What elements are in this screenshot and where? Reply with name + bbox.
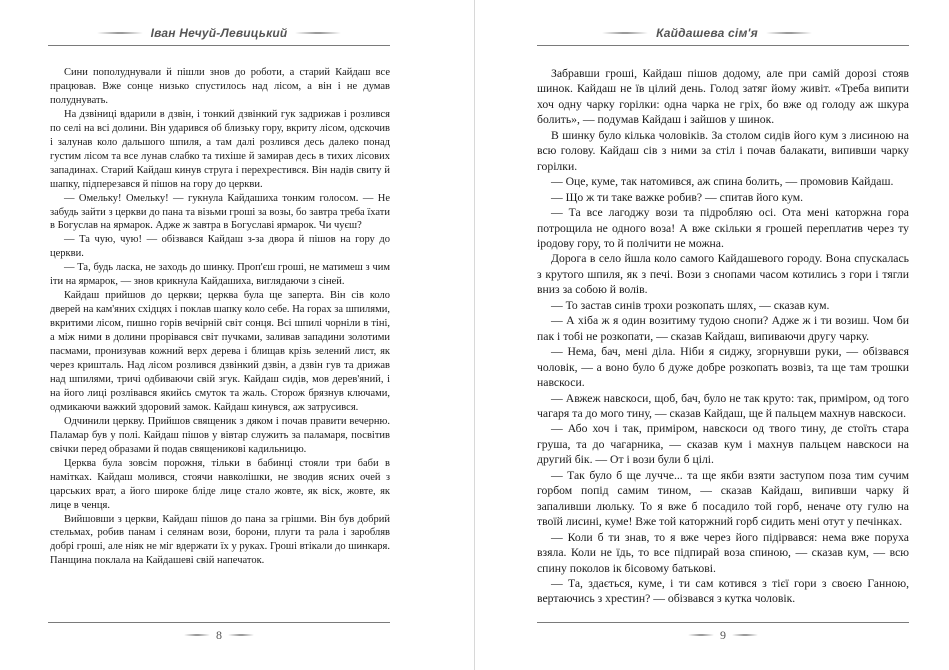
left-header-rule: [48, 45, 390, 46]
left-running-head-text: Іван Нечуй-Левицький: [150, 26, 288, 40]
left-footer-rule: [48, 622, 390, 623]
left-body-text: [50, 66, 390, 568]
paragraph: — Та все лагоджу вози та підробляю осі. Ота мені каторжна гора потрощила не одного воза! А вже скільки я грошей переплатив через ту іродову гору, то й полічити не можна.: [537, 206, 909, 250]
paragraph: — Авжеж навскоси, щоб, бач, було не так круто: так, приміром, од того чагаря та до мого тину, — сказав Кайдаш, ще й пальцем махнув навскоси.: [537, 391, 909, 420]
right-running-head: [537, 22, 877, 44]
paragraph: — Омельку! Омельку! — гукнула Кайдашиха тонким голосом. — Не забудь зайти з церкви до пана та візьми гроші за возы, бо завтра треба їхати в Богуслав на ярмарок. Адже ж завтра в Богуславі ярмарок. Чи чуєш?: [50, 192, 390, 232]
left-page: [0, 0, 474, 670]
paragraph: Дорога в село йшла коло самого Кайдашевого городу. Вона спускалась з крутого шпиля, як з печі. Вози з снопами часом котились з гори і тягли вниз за собою й волів.: [537, 252, 909, 297]
paragraph: — Що ж ти таке важке робив? — спитав його кум.: [551, 190, 804, 204]
right-page: [475, 0, 949, 670]
paragraph: — Нема, бач, мені діла. Ніби я сиджу, згорнувши руки, — обізвався чоловік, — а воно було б дуже добре розкопать возвіз, та ще там трошки навскоси.: [537, 345, 909, 390]
paragraph: Сини пополуднували й пішли знов до роботи, а старий Кайдаш все працював. Вже сонце низько спустилось над лісом, а він і не думав полуднувать.: [50, 67, 390, 106]
header-ornament-right: [766, 30, 812, 36]
paragraph: Одчинили церкву. Прийшов священик з дяком і почав правити вечерню. Паламар був у полі. Кайдаш пішов у вівтар служить за паламаря, посвітив свічки перед образами й подав священикові кадильницю.: [50, 415, 390, 455]
paragraph: — Так було б ще лучче... та ще якби взяти заступом поза тим сучим горбом попід самим тином, — сказав Кайдаш, випивши чарку й запаливши люльку. То я вже б посадило той горб, неначе оту гулю на твоїй лисині, куме! Вже той каторжний горб сидить мені отут у печінках.: [537, 468, 909, 529]
paragraph: — Коли б ти знав, то я вже через його підірвався: нема вже поруха взяла. Коли не їдь, то все підпирай воза спиною, — сказав кум, — всю спину поколов ік бісовому батькові.: [537, 530, 909, 575]
right-page-number: 9: [720, 627, 726, 642]
right-running-head-text: Кайдашева сім'я: [656, 26, 758, 40]
paragraph: — Та, будь ласка, не заходь до шинку. Проп'єш гроші, не матимеш з чим іти на ярмарок, — знов крикнула Кайдашиха, виглядаючи з сіней.: [50, 262, 390, 288]
paragraph: Вийшовши з церкви, Кайдаш пішов до пана за грішми. Він був добрий стельмах, робив панам і селянам вози, борони, плуги та рала і заробляв добрі гроші, але ніяк не міг вдержати їх у руках. Гроші втікали до шинкаря. Панщина поклала на Кайдашеві свій напечаток.: [50, 513, 390, 567]
footer-ornament-left: [688, 632, 714, 638]
right-footer-rule: [537, 622, 909, 623]
paragraph: Забравши гроші, Кайдаш пішов додому, але при самій дорозі стояв шинок. Кайдаш не їв цілий день. Голод затяг йому живіт. «Треба випити хоч одну чарку горілки: одна чарка не гріх, бо вже од голоду аж шкура болить», — подумав Кайдаш і зайшов у шинок.: [537, 67, 909, 127]
paragraph: — Оце, куме, так натомився, аж спина болить, — промовив Кайдаш.: [551, 175, 894, 189]
right-footer: [537, 626, 909, 644]
paragraph: — Та чую, чую! — обізвався Кайдаш з-за двора й пішов на гору до церкви.: [50, 234, 390, 260]
paragraph: — То застав синів трохи розкопать шлях, — сказав кум.: [551, 298, 830, 312]
left-running-head: [48, 22, 390, 44]
left-footer: [48, 626, 390, 644]
paragraph: — А хіба ж я один возитиму тудою снопи? Адже ж і ти возиш. Чом би пак і тобі не розкопати, — сказав Кайдаш, випиваючи другу чарку.: [537, 314, 909, 343]
left-page-number: 8: [216, 627, 222, 642]
paragraph: — Або хоч і так, приміром, навскоси од твого тину, де стоїть стара груша, та до чагарника, — сказав кум і махнув пальцем навскоси на другий бік. — От і вози були б цілі.: [537, 422, 909, 467]
right-body-text: [537, 66, 909, 607]
footer-ornament-left: [184, 632, 210, 638]
footer-ornament-right: [228, 632, 254, 638]
paragraph: Церква була зовсім порожня, тільки в бабинці стояли три баби в намітках. Кайдаш молився, стоячи навколішки, не зводив ясних очей з царських врат, а його широке бліде лице стало жовте, як віск, жовте, як лице в ченця.: [50, 457, 390, 511]
right-header-rule: [537, 45, 909, 46]
header-ornament-left: [602, 30, 648, 36]
paragraph: Кайдаш прийшов до церкви; церква була ще заперта. Він сів коло дверей на кам'яних східцях і поклав шапку коло себе. На горах за шпилями, вкритими лісом, пишно горів вечірній світ сонця. Всі шпилі чорніли в тіні, а між ними в долини прорівався світ пучками, заливав западини золотими пасмами, пронизував кожний верх дерева і блищав крізь зелений лист, як через кришталь. Над лісом розлився дзвінкий дзвін, а дзвін гув та дрижав над шпилями, тричі одбиваючи свій згук. Кайдаш сидів, мов дерев'яний, і на його лиці розлівався якийсь смуток та жаль. Сторож брязнув ключами, одмикаючи важкий здоровий замок. Кайдаш кинувся, аж затрусився.: [50, 290, 390, 413]
paragraph: В шинку було кілька чоловіків. За столом сидів його кум з лисиною на всю голову. Кайдаш сів з ними за стіл і почав балакати, випивши чарку горілки.: [537, 128, 909, 173]
header-ornament-right: [295, 30, 341, 36]
paragraph: — Та, здається, куме, і ти сам котився з тієї гори з своєю Ганною, вертаючись з хрестин? — обізвався з кутка чоловік.: [537, 576, 909, 606]
paragraph: На дзвіниці вдарили в дзвін, і тонкий дзвінкий гук задрижав і розлився по селі на всі долини. Він ударився об близьку гору, вкриту лісом, одскочив і залунав коло дальшого шпиля, а там далі розлився десь далеко понад густим лісом та все лунав слабко та тихіше й замирав десь в тихих лісових западинах. Старий Кайдаш кинув струга і перехрестився. Він надів свиту й шапку, підперезався й пішов на гору до церкви.: [50, 108, 390, 190]
footer-ornament-right: [732, 632, 758, 638]
header-ornament-left: [97, 30, 143, 36]
